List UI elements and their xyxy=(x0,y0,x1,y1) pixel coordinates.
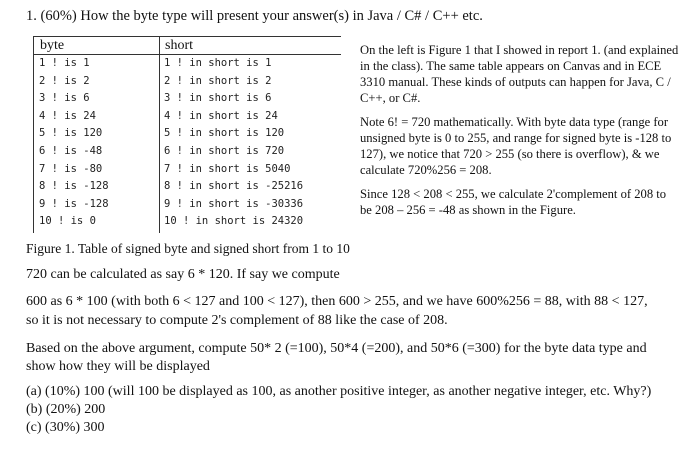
byte-column xyxy=(33,37,160,233)
short-cell: 10 ! in short is 24320 xyxy=(164,215,304,228)
byte-cell: 10 ! is 0 xyxy=(39,215,96,228)
body-line: so it is not necessary to compute 2's complement of 88 like the case of 208. xyxy=(26,313,448,328)
question-a: (a) (10%) 100 (will 100 be displayed as 100, as another positive integer, as another negative integer, etc. Why?) xyxy=(26,384,652,399)
byte-cell: 5 ! is 120 xyxy=(39,127,103,140)
short-cell: 6 ! in short is 720 xyxy=(164,144,285,157)
body-line: Based on the above argument, compute 50* 2 (=100), 50*4 (=200), and 50*6 (=300) for the byte data type and xyxy=(26,341,647,356)
byte-cell: 7 ! is -80 xyxy=(39,162,103,175)
short-cell: 5 ! in short is 120 xyxy=(164,127,285,140)
byte-cell: 4 ! is 24 xyxy=(39,109,96,122)
question-title: 1. (60%) How the byte type will present your answer(s) in Java / C# / C++ etc. xyxy=(26,8,483,24)
note-paragraph: Since 128 < 208 < 255, we calculate 2'complement of 208 to be 208 – 256 = -48 as shown in the Figure. xyxy=(360,187,667,217)
byte-cell: 6 ! is -48 xyxy=(39,144,103,157)
short-cell: 1 ! in short is 1 xyxy=(164,57,272,69)
short-cell: 4 ! in short is 24 xyxy=(164,109,278,122)
note-paragraph: Note 6! = 720 mathematically. With byte data type (range for unsigned byte is 0 to 255, and range for signed byte is -128 to 127), we notice that 720 > 255 (so there is overflow), & we calculate 720%256 = 208. xyxy=(360,115,672,177)
byte-cell: 1 ! is 1 xyxy=(39,57,90,69)
byte-header: byte xyxy=(34,37,159,55)
short-cell: 3 ! in short is 6 xyxy=(164,92,272,105)
body-line: show how they will be displayed xyxy=(26,359,210,374)
byte-cell: 9 ! is -128 xyxy=(39,197,109,210)
short-column xyxy=(159,37,341,233)
byte-cell: 2 ! is 2 xyxy=(39,74,90,87)
body-line: 720 can be calculated as say 6 * 120. If say we compute xyxy=(26,267,340,282)
body-line: 600 as 6 * 100 (with both 6 < 127 and 100 < 127), then 600 > 255, and we have 600%256 = 88, with 88 < 127, xyxy=(26,294,648,309)
figure-table xyxy=(33,36,341,233)
short-cell: 7 ! in short is 5040 xyxy=(164,162,291,175)
short-cell: 9 ! in short is -30336 xyxy=(164,197,304,210)
byte-cell: 8 ! is -128 xyxy=(39,180,109,193)
byte-cell: 3 ! is 6 xyxy=(39,92,90,105)
explanation-notes xyxy=(360,42,680,226)
short-header: short xyxy=(159,37,341,55)
question-b: (b) (20%) 200 xyxy=(26,402,106,417)
note-paragraph: On the left is Figure 1 that I showed in report 1. (and explained in the class). The same table appears on Canvas and in ECE 3310 manual. These kinds of outputs can happen for Java, C / C++, or C#. xyxy=(360,43,679,105)
figure-caption: Figure 1. Table of signed byte and signed short from 1 to 10 xyxy=(26,241,350,256)
short-cell: 8 ! in short is -25216 xyxy=(164,180,304,193)
short-cell: 2 ! in short is 2 xyxy=(164,74,272,87)
question-c: (c) (30%) 300 xyxy=(26,420,105,435)
